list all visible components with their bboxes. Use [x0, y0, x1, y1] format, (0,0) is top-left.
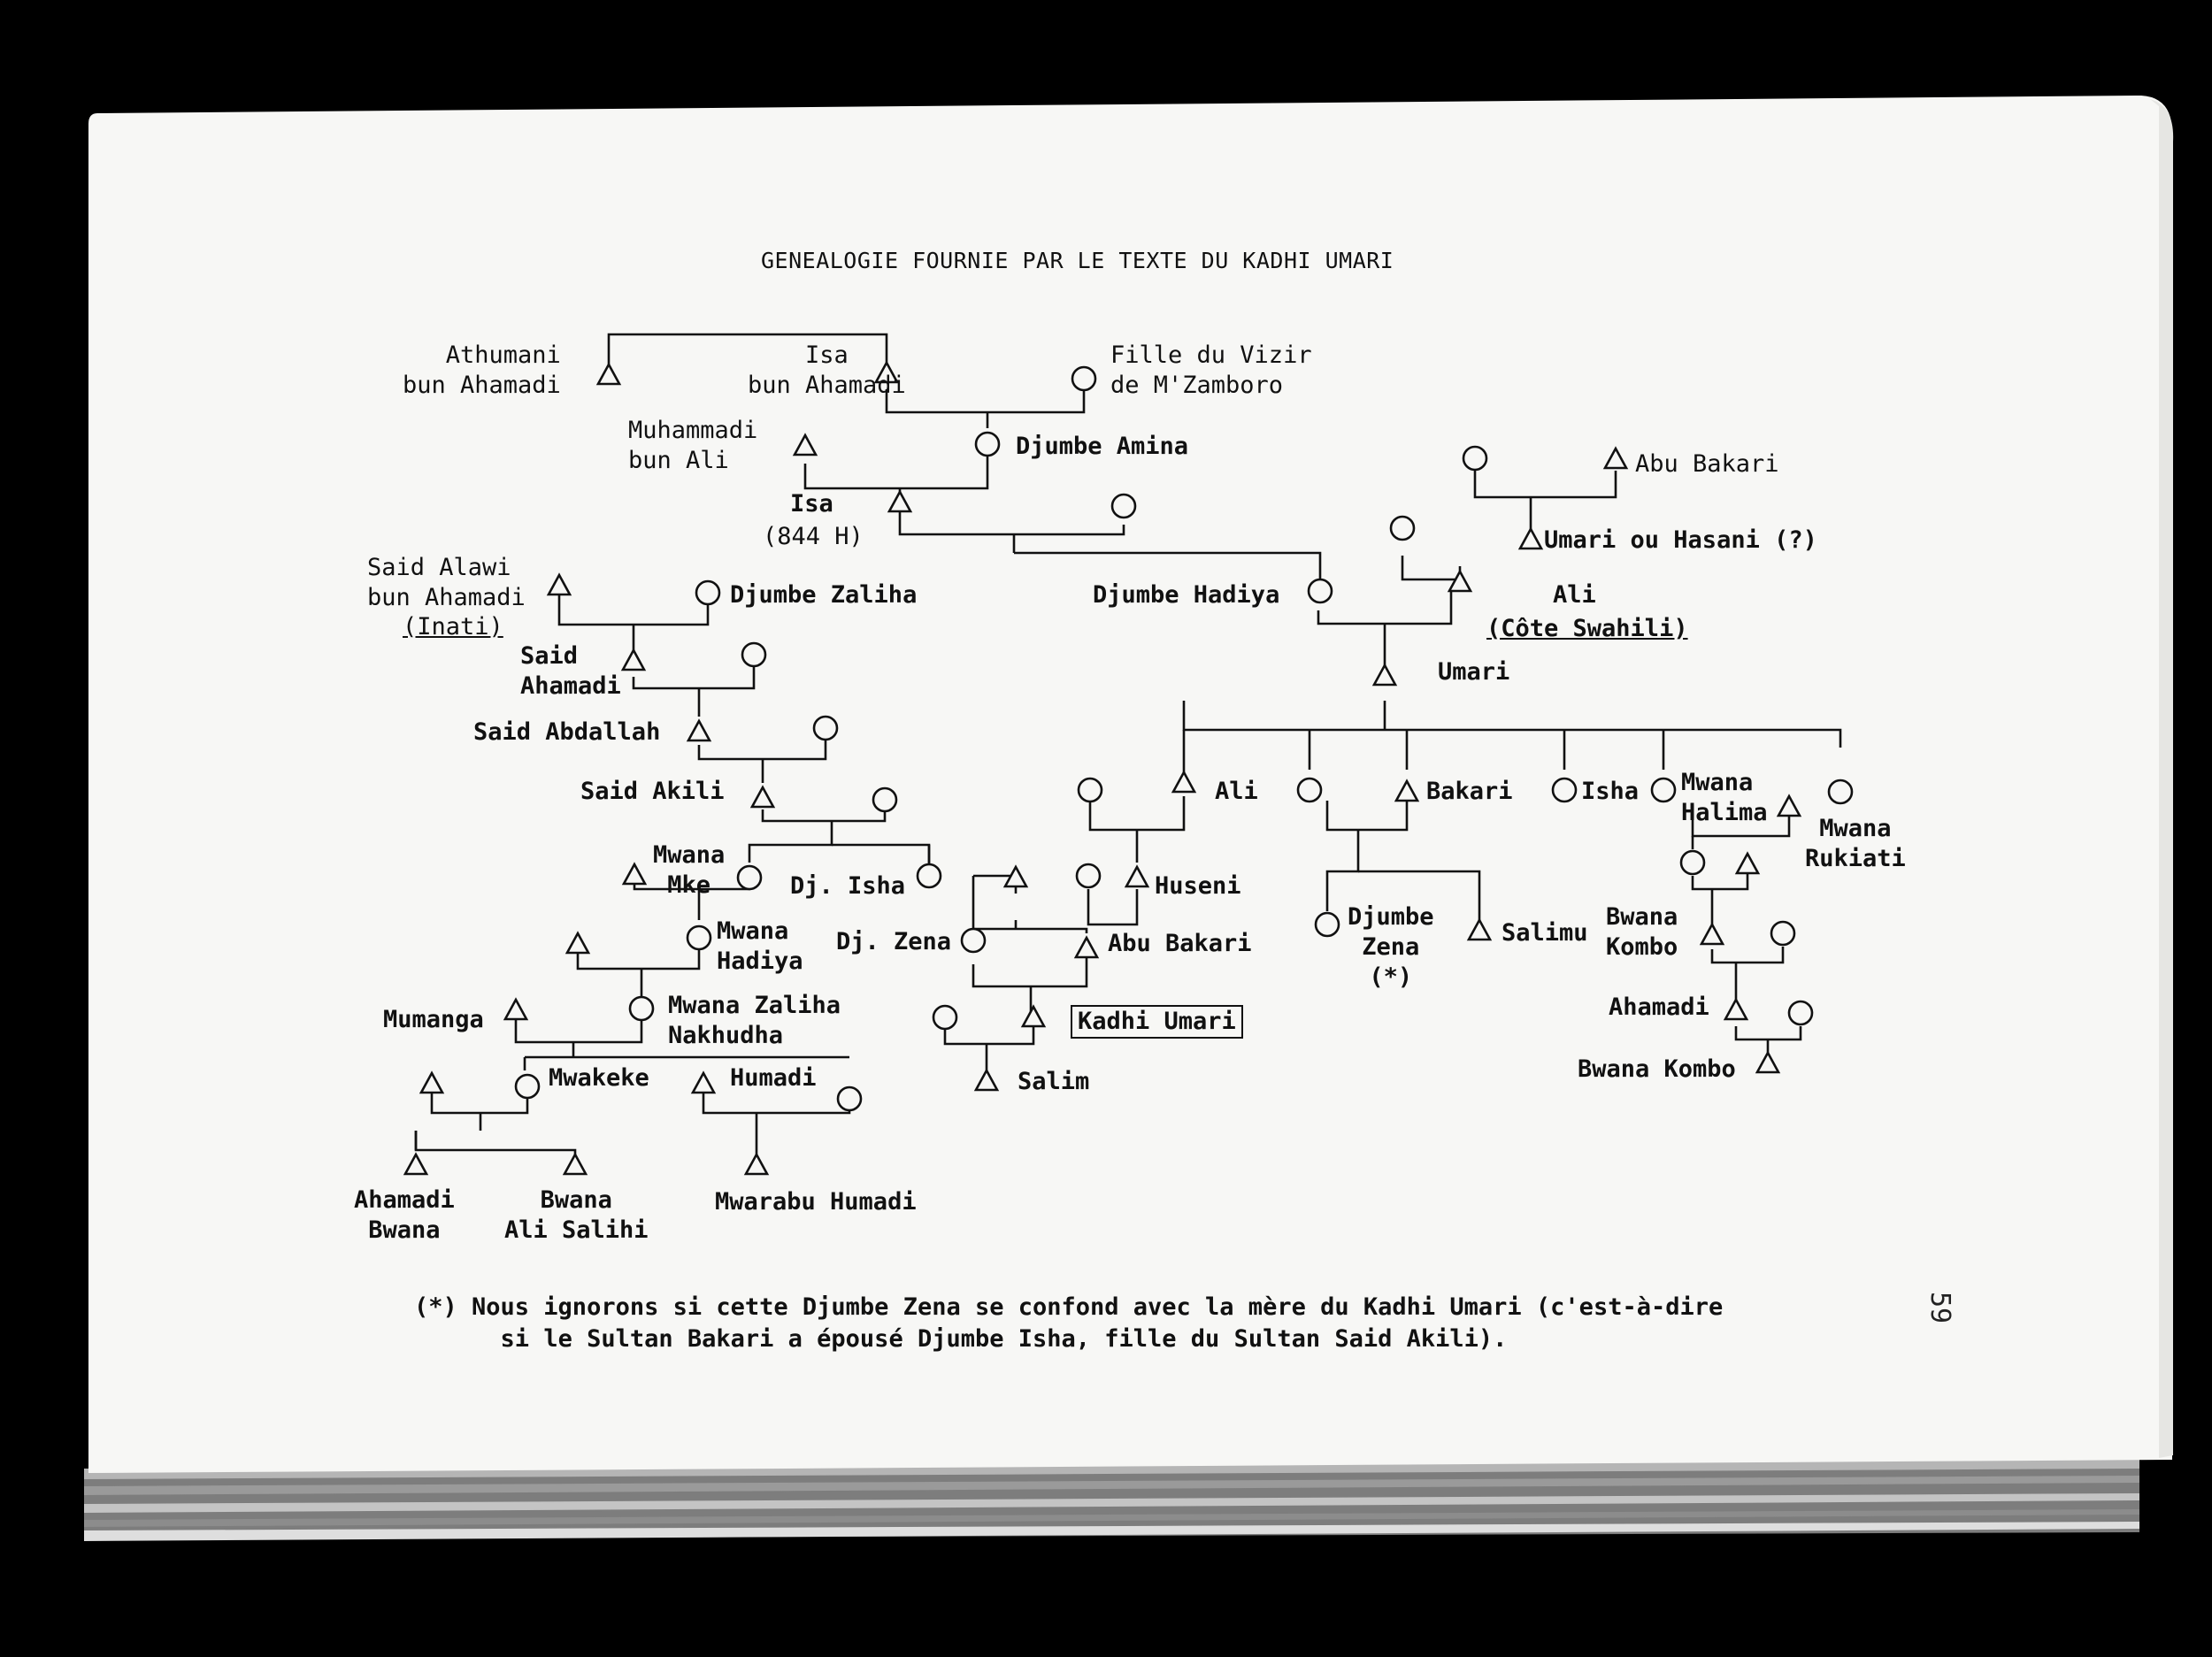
label-isa: Isa [790, 490, 833, 518]
label-ali-mid: Ali [1215, 778, 1258, 805]
label-umari-ou-hasani: Umari ou Hasani (?) [1544, 526, 1817, 554]
label-isa-bun-ahamadi: Isa bun Ahamadi [748, 341, 906, 399]
label-muhammadi: Muhammadi bun Ali [628, 417, 758, 474]
footnote-line-1: (*) Nous ignorons si cette Djumbe Zena se confond avec la mère du Kadhi Umari (c'est-à-dire [414, 1293, 1724, 1321]
label-mwana-rukiati: Mwana Rukiati [1805, 815, 1906, 872]
label-djumbe-hadiya: Djumbe Hadiya [1093, 581, 1280, 609]
label-salimu: Salimu [1502, 919, 1588, 947]
label-said-ahamadi: Said Ahamadi [520, 642, 621, 700]
label-ahamadi-right: Ahamadi [1609, 993, 1709, 1021]
label-isha: Isha [1581, 778, 1640, 805]
label-mwana-mke: Mwana Mke [653, 841, 726, 899]
label-athumani: Athumani bun Ahamadi [403, 341, 561, 399]
label-said-abdallah: Said Abdallah [473, 718, 661, 746]
label-mumanga: Mumanga [383, 1006, 484, 1033]
footnote [414, 1292, 1723, 1355]
label-bwana-kombo-2: Bwana Kombo [1578, 1055, 1736, 1083]
label-cote-swahili: (Côte Swahili) [1486, 615, 1688, 642]
label-umari: Umari [1438, 658, 1510, 686]
label-mwakeke: Mwakeke [549, 1064, 649, 1092]
label-fille-du-vizir: Fille du Vizir de M'Zamboro [1110, 341, 1312, 399]
label-djumbe-zena: Djumbe Zena (*) [1348, 903, 1434, 991]
label-said-alawi: Said Alawi bun Ahamadi [367, 554, 526, 611]
label-mwarabu-humadi: Mwarabu Humadi [715, 1188, 917, 1216]
label-bwana-kombo-1: Bwana Kombo [1606, 903, 1678, 961]
label-humadi: Humadi [730, 1064, 817, 1092]
label-salim: Salim [1018, 1068, 1090, 1095]
label-inati: (Inati) [403, 613, 503, 641]
label-djumbe-amina: Djumbe Amina [1016, 433, 1189, 460]
diagram-title: GENEALOGIE FOURNIE PAR LE TEXTE DU KADHI UMARI [761, 248, 1394, 273]
page-number: 59 [1924, 1292, 1955, 1324]
label-bakari: Bakari [1426, 778, 1513, 805]
label-abu-bakari-low: Abu Bakari [1108, 930, 1252, 957]
page [88, 96, 2172, 1473]
label-dj-zena: Dj. Zena [836, 928, 952, 955]
label-djumbe-zaliha: Djumbe Zaliha [730, 581, 918, 609]
label-huseni: Huseni [1155, 872, 1241, 900]
label-mwana-zaliha: Mwana Zaliha Nakhudha [668, 992, 841, 1049]
label-said-akili: Said Akili [580, 778, 725, 805]
label-ahamadi-bwana: Ahamadi Bwana [354, 1186, 455, 1244]
label-abu-bakari-top: Abu Bakari [1635, 450, 1779, 478]
label-mwana-halima: Mwana Halima [1681, 769, 1768, 826]
footnote-line-2: si le Sultan Bakari a épousé Djumbe Isha, fille du Sultan Said Akili). [500, 1325, 1508, 1353]
label-dj-isha: Dj. Isha [790, 872, 906, 900]
label-mwana-hadiya: Mwana Hadiya [717, 917, 803, 975]
label-ali-top: Ali [1553, 581, 1596, 609]
label-kadhi-umari: Kadhi Umari [1071, 1005, 1243, 1039]
label-isa-date: (844 H) [763, 523, 864, 550]
label-bwana-ali-salihi: Bwana Ali Salihi [504, 1186, 649, 1244]
